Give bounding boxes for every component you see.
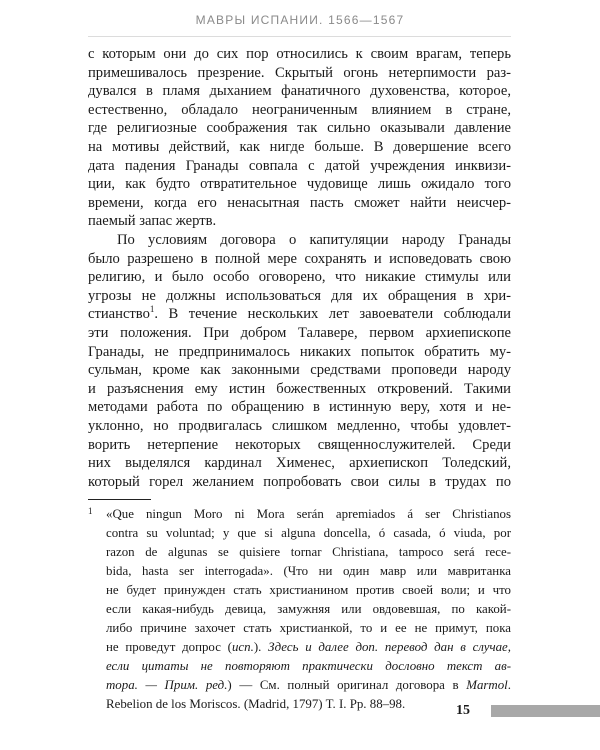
body-line: ворить нетерпение некоторых священнослужителей. Среди — [88, 436, 511, 453]
footnote-line: razon de algunas se quisiere tornar Christiana, tampoco será rece- — [106, 545, 511, 559]
footnote-line: не будет принужден стать христианином против своей воли; и что — [106, 583, 511, 597]
body-line-with-footnote-ref: стианство$^1$. В течение нескольких лет завоеватели соблюдали — [88, 304, 511, 323]
body-line: и разъяснения ему истин божественных откровений. Такими — [88, 380, 511, 397]
page-number: 15 — [456, 703, 470, 718]
footnote-line: Rebelion de los Moriscos. (Madrid, 1797) T. I. Pp. 88–98. — [106, 697, 406, 711]
body-line: дувался в пламя дыханием фанатичного духовенства, которое, — [88, 83, 511, 100]
footnote-reference[interactable]: 1 — [149, 304, 155, 315]
footnote-line: contra su voluntad; y que si alguna doncella, ó casada, ó viuda, por — [106, 526, 511, 540]
body-line: было разрешено в полной мере сохранять и исповедовать свою — [88, 250, 511, 267]
header-divider — [88, 36, 511, 37]
footnote-divider — [88, 499, 151, 500]
body-line: уклонно, но продвигалась слишком медленно, чтобы удовлет- — [88, 418, 511, 434]
body-line: естественно, обладало неограниченным влиянием в стране, — [88, 101, 511, 118]
body-line: паемый запас жертв. — [88, 213, 217, 230]
footnote-line: «Que ningun Moro ni Mora serán apremiados á ser Christianos — [106, 507, 511, 521]
body-line: религию, и было особо оговорено, что никакие стимулы или — [88, 269, 511, 286]
footnote-line: не проведут допрос (исп.). Здесь и далее доп. перевод дан в случае, — [106, 640, 512, 654]
footnote-line: если какая-нибудь девица, замужняя или овдовевшая, по какой- — [106, 602, 511, 616]
footnote-marker: 1 — [88, 506, 93, 516]
body-line: Гранады, не предпринималось никаких попыток обратить му- — [88, 343, 511, 360]
body-line: с которым они до сих пор относились к своим врагам, теперь — [88, 46, 511, 62]
running-header: МАВРЫ ИСПАНИИ. 1566—1567 — [195, 13, 405, 27]
body-line: эти положения. При добром Талавере, первом архиепископе — [88, 325, 511, 341]
body-line: на мотивы действий, как нигде больше. В довершение всего — [88, 139, 511, 155]
body-line: методами работа по обращению в истинную веру, хотя и не- — [88, 399, 511, 416]
body-line: угрозы не должны использоваться для их обращения в хри- — [88, 287, 511, 304]
body-line: времени, когда его ненасытная пасть сможет найти неисчер- — [88, 194, 511, 211]
paragraph-start-line: По условиям договора о капитуляции народу Гранады — [117, 232, 511, 248]
page-number-bar — [491, 705, 600, 717]
body-line: дата падения Гранады совпала с датой учреждения инквизи- — [88, 157, 511, 174]
body-line: где религиозные соображения так сильно оказывали давление — [88, 120, 511, 137]
footnote-line: тора. — Прим. ред.) — См. полный оригинал договора в Marmol. — [106, 678, 511, 692]
body-line: примешивалось презрение. Скрытый огонь нетерпимости раз- — [88, 64, 511, 81]
body-line: который горел желанием попробовать свои силы в трудах по — [88, 473, 511, 490]
body-line: них выделялся кардинал Хименес, архиепископ Толедский, — [88, 455, 511, 472]
footnote-line: bida, hasta ser interrogada». (Что ни один мавр или мавританка — [106, 564, 511, 578]
footnote-line: если цитаты не повторяют практически дословно текст ав- — [106, 659, 511, 673]
body-line: ции, как будто отвратительное чудовище лишь ожидало того — [88, 176, 511, 193]
body-line: сульман, кроме как законными средствами проповеди народу — [88, 362, 511, 379]
footnote-line: либо причине захочет стать христианкой, то и ее не примут, пока — [106, 621, 511, 635]
